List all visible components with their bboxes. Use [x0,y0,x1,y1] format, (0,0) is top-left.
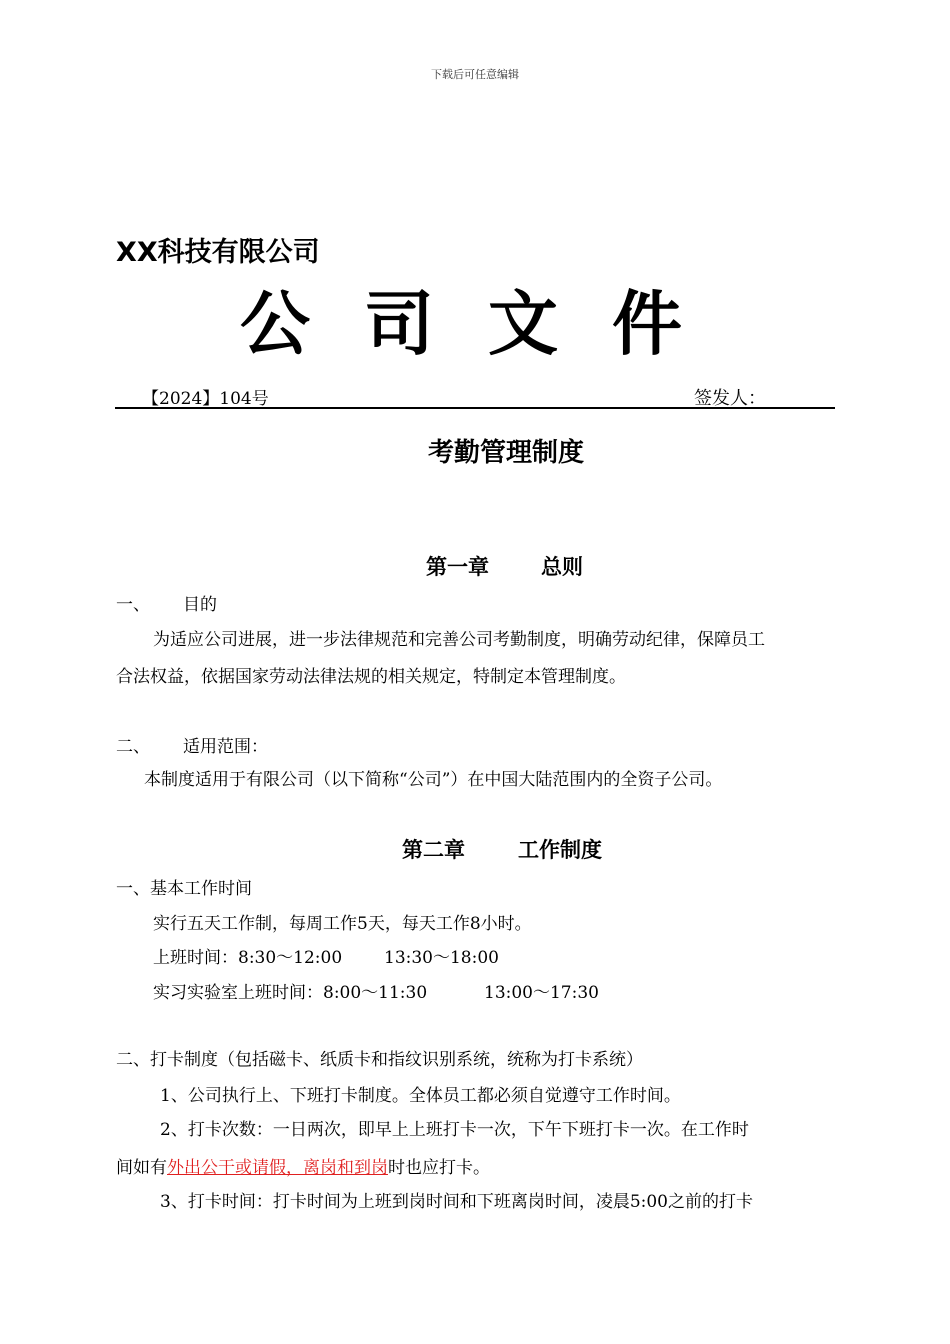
worktime-heading: 一、基本工作时间 [116,879,252,899]
clockin-item3-line1: 3、打卡时间：打卡时间为上班到岗时间和下班离岗时间，凌晨5:00之前的打卡 [160,1192,753,1212]
header-divider [115,407,835,409]
clockin-heading: 二、打卡制度（包括磁卡、纸质卡和指纹识别系统，统称为打卡系统） [116,1050,643,1070]
chapter2-number: 第二章 [402,838,465,862]
office-hours-morning: 上班时间：8:30～12:00 [153,948,343,968]
item2-line2-prefix: 间如有 [116,1158,167,1178]
chapter2-name: 工作制度 [518,838,602,862]
purpose-paragraph-line1: 为适应公司进展，进一步法律规范和完善公司考勤制度，明确劳动纪律，保障员工 [153,630,765,650]
document-number: 【2024】104号 [142,389,269,409]
clockin-item2-line1: 2、打卡次数：一日两次，即早上上班打卡一次，下午下班打卡一次。在工作时 [160,1120,749,1140]
clockin-item1: 1、公司执行上、下班打卡制度。全体员工都必须自觉遵守工作时间。 [160,1086,681,1106]
regulation-title: 考勤管理制度 [427,438,584,468]
section1-heading: 目的 [183,595,217,615]
chapter1-name: 总则 [541,555,583,579]
clockin-item2-line2 [116,1153,490,1178]
header-note: 下载后可任意编辑 [431,68,519,81]
chapter1-number: 第一章 [426,555,489,579]
signer-label: 签发人： [694,388,766,409]
item2-line2-suffix: 时也应打卡。 [388,1158,490,1178]
section1-number: 一、 [116,595,150,615]
purpose-paragraph-line2: 合法权益，依据国家劳动法律法规的相关规定，特制定本管理制度。 [116,667,626,687]
section2-number: 二、 [116,737,150,757]
lab-hours-afternoon: 13:00～17:30 [484,983,599,1003]
company-name: XX科技有限公司 [116,237,320,268]
worktime-line1: 实行五天工作制，每周工作5天，每天工作8小时。 [153,914,532,934]
lab-hours-morning: 实习实验室上班时间：8:00～11:30 [153,983,428,1003]
office-hours-afternoon: 13:30～18:00 [384,948,499,968]
highlighted-phrase: 外出公干或请假，离岗和到岗 [167,1158,388,1178]
section2-heading: 适用范围： [183,737,268,757]
scope-paragraph: 本制度适用于有限公司（以下简称“公司”）在中国大陆范围内的全资子公司。 [144,770,723,790]
document-title: 公司文件 [240,283,736,365]
